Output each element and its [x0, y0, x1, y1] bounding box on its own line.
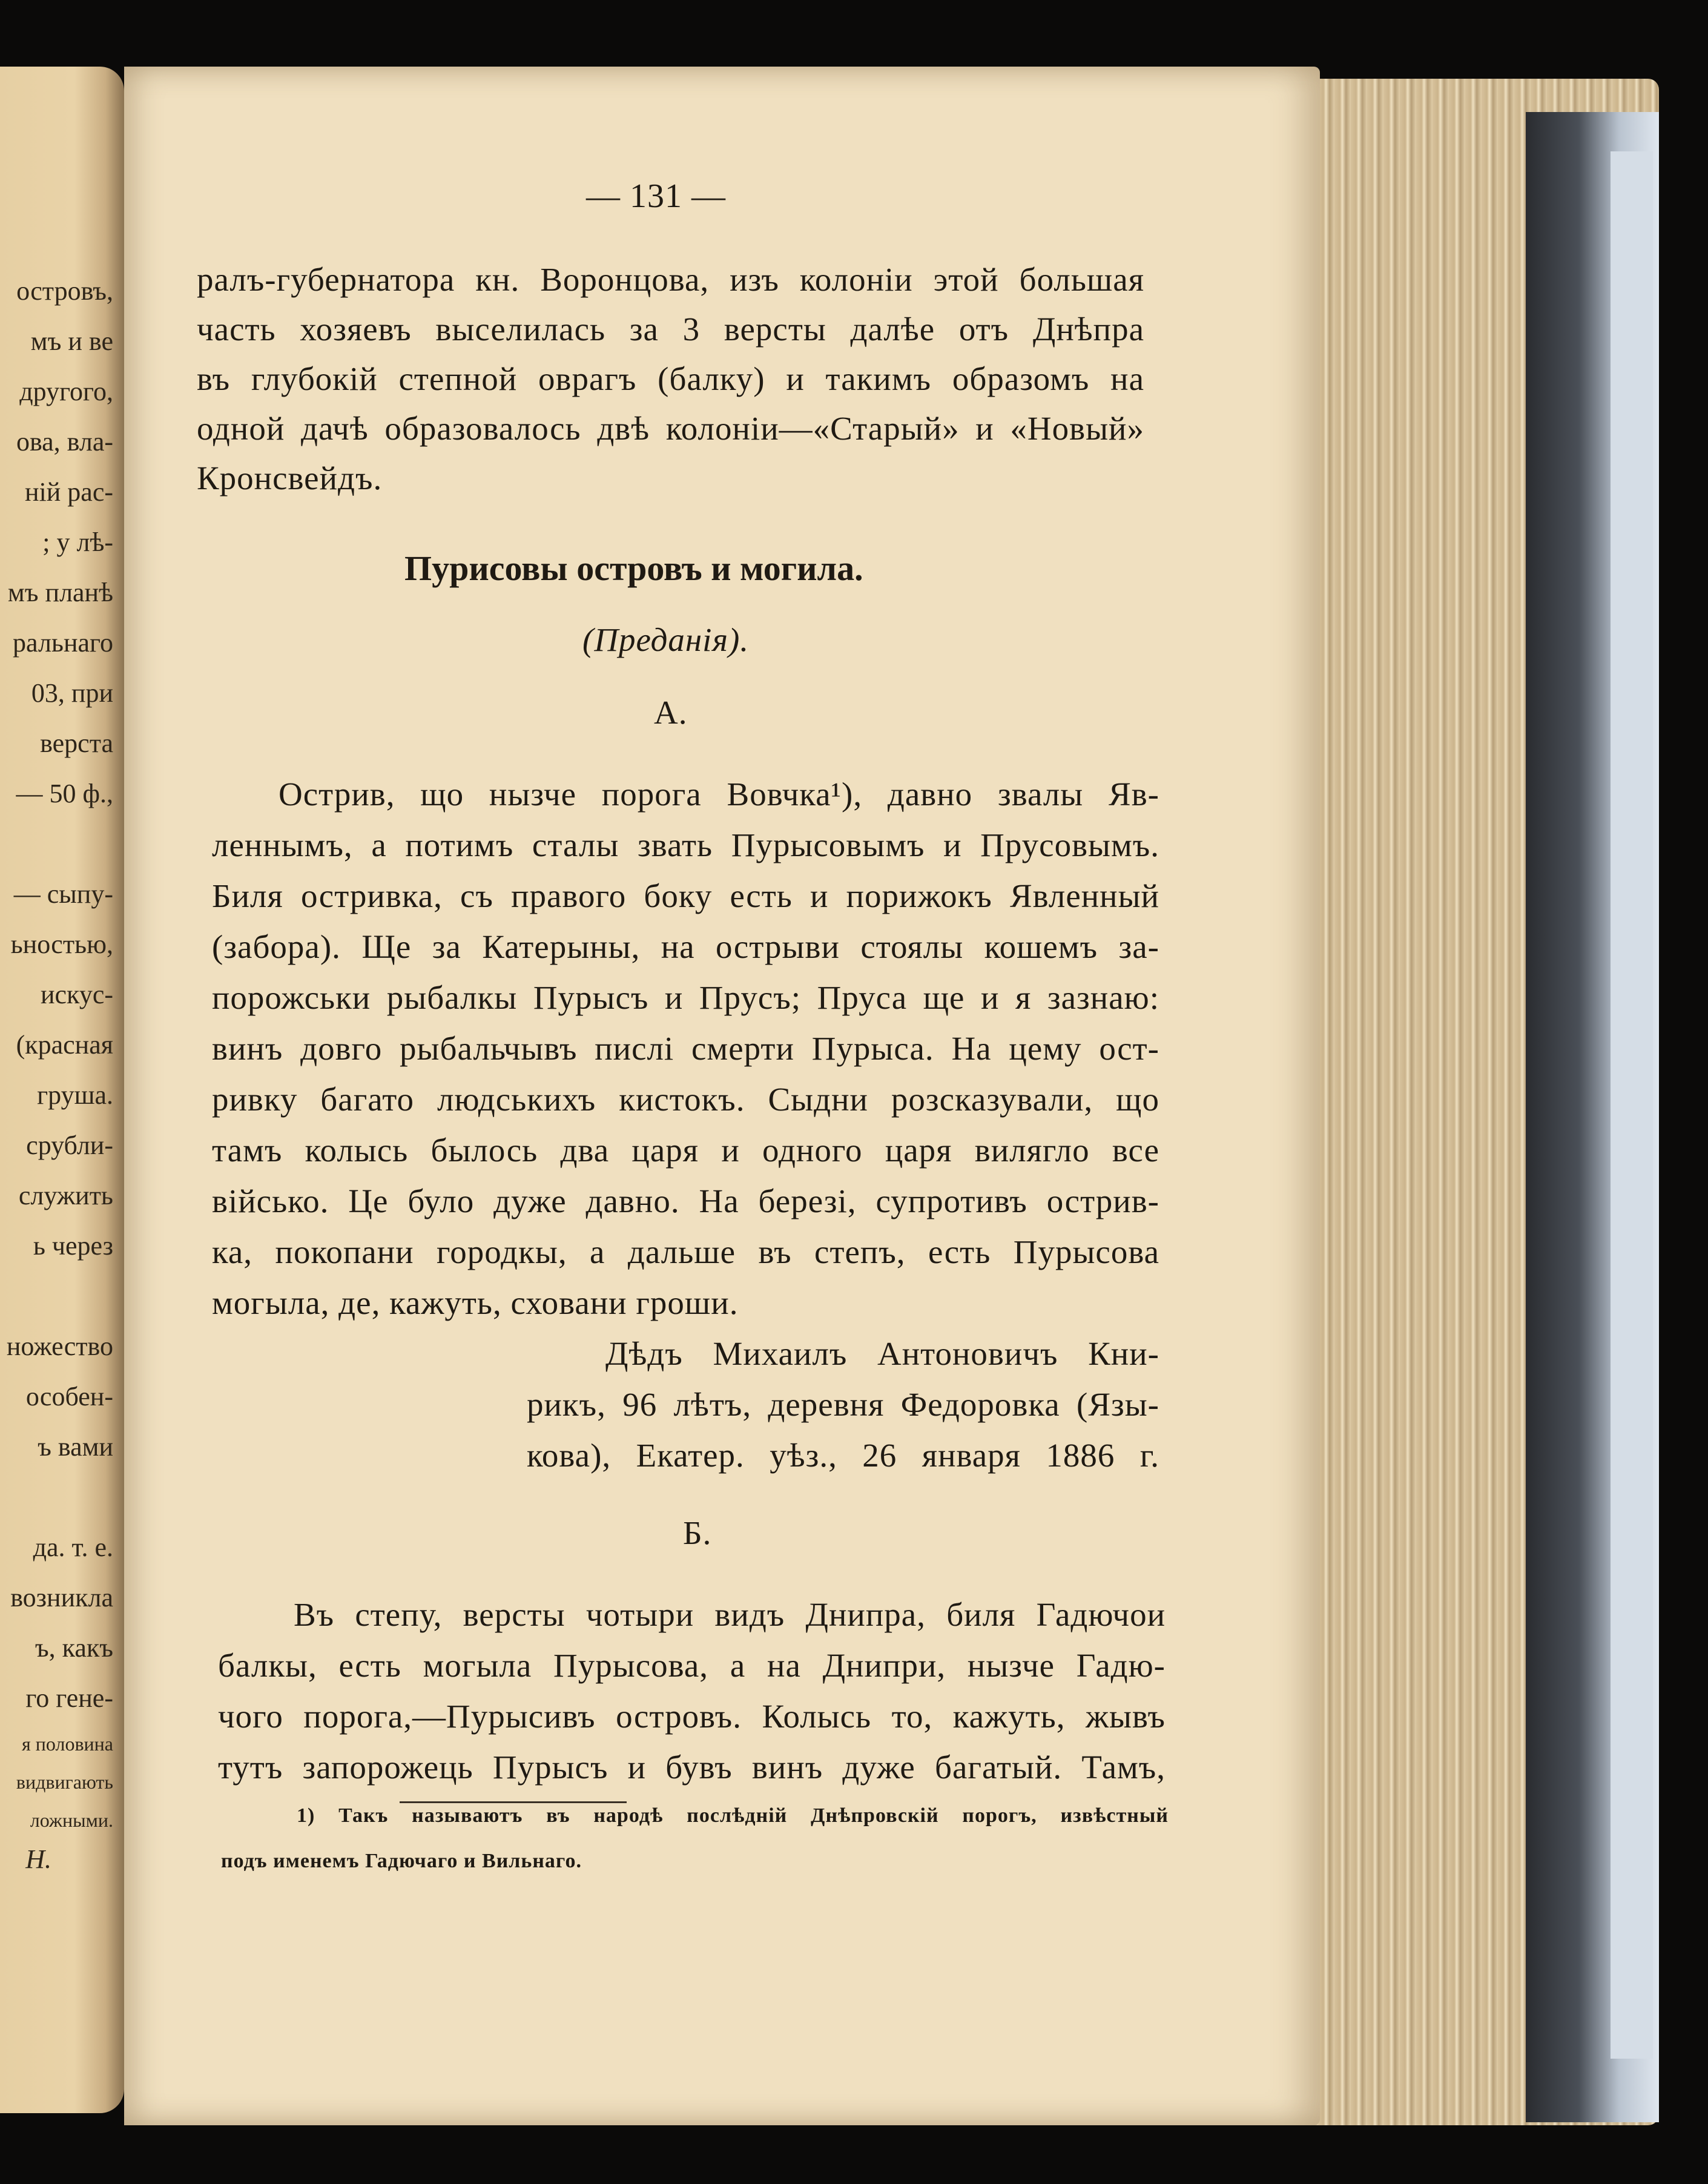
text-line: тутъ запорожець Пурысъ и бувъ винъ дуже багатый. Тамъ,	[218, 1749, 1166, 1786]
left-page-line: другого,	[19, 377, 113, 406]
text-line: ралъ-губернатора кн. Воронцова, изъ колоніи этой большая	[197, 261, 1144, 298]
left-page-line: — 50 ф.,	[16, 779, 113, 808]
text-line: тамъ колысь былось два царя и одного царя вилягло все	[212, 1132, 1159, 1169]
text-line: могыла, де, кажуть, сховани гроши.	[212, 1284, 739, 1321]
left-page-line: ьностью,	[10, 929, 113, 959]
text-line: Въ степу, версты чотыри видъ Днипра, биля Гадючои	[294, 1596, 1166, 1633]
left-page-line: служить	[18, 1181, 113, 1210]
left-page-line: искус-	[40, 980, 113, 1009]
left-page-line: 03, при	[31, 678, 113, 708]
footnote-line: 1) Такъ называютъ въ народѣ послѣдній Днѣпровскій порогъ, извѣстный	[297, 1804, 1169, 1827]
left-page-line: срубли-	[26, 1130, 113, 1160]
text-line: винъ довго рыбальчывъ пислі смерти Пурыса. На цему ост-	[212, 1030, 1159, 1067]
left-page-line: островъ,	[16, 276, 113, 306]
left-page-line: ральнаго	[13, 628, 113, 658]
text-line: часть хозяевъ выселилась за 3 версты далѣе отъ Днѣпра	[197, 311, 1144, 348]
text-line: Кронсвейдъ.	[197, 460, 383, 497]
left-page-line: верста	[40, 728, 113, 758]
section-letter: А.	[654, 694, 688, 731]
footnote-line: подъ именемъ Гадючаго и Вильнаго.	[221, 1850, 582, 1872]
section-letter: Б.	[683, 1514, 712, 1551]
left-page	[0, 67, 124, 2113]
left-page-line: ножество	[6, 1331, 113, 1361]
text-line: Биля остривка, съ правого боку есть и порижокъ Явленный	[212, 877, 1159, 914]
left-page-line: ній рас-	[24, 477, 113, 507]
text-line: балкы, есть могыла Пурысова, а на Днипри, нызче Гадю-	[218, 1647, 1166, 1684]
left-page-line: мъ планѣ	[7, 578, 113, 607]
left-page-line: да. т. е.	[33, 1532, 113, 1562]
page-number: — 131 —	[586, 177, 726, 215]
left-page-line: ъ вами	[38, 1432, 113, 1462]
left-page-line: ь через	[33, 1231, 113, 1261]
signature-line: рикъ, 96 лѣтъ, деревня Федоровка (Язы-	[527, 1386, 1159, 1423]
text-line: ка, покопани городкы, а дальше въ степъ, есть Пурысова	[212, 1233, 1159, 1270]
left-page-line: видвигають	[16, 1771, 113, 1793]
left-page-line: ъ, какъ	[35, 1633, 113, 1663]
left-page-line: (красная	[16, 1030, 113, 1060]
left-page-line: Н.	[25, 1844, 51, 1874]
left-page-line: ; у лѣ-	[42, 527, 113, 557]
left-page-line: ова, вла-	[16, 427, 113, 457]
text-line: чого порога,—Пурысивъ островъ. Колысь то, кажуть, жывъ	[218, 1698, 1166, 1735]
text-line: порожськи рыбалкы Пурысъ и Прусъ; Пруса ще и я зазнаю:	[212, 979, 1159, 1016]
text-line: Острив, що нызче порога Вовчка¹), давно звалы Яв-	[279, 776, 1159, 813]
text-line: (забора). Ще за Катерыны, на острыви стоялы кошемъ за-	[212, 928, 1159, 965]
footnote-rule	[400, 1801, 627, 1803]
text-line: ривку багато людськихъ кистокъ. Сыдни розсказували, що	[212, 1081, 1159, 1118]
left-page-line: особен-	[25, 1382, 113, 1411]
left-page-line: мъ и ве	[30, 326, 113, 356]
left-page-line: го гене-	[25, 1683, 113, 1713]
section-title: Пурисовы островъ и могила.	[404, 549, 863, 588]
text-line: військо. Це було дуже давно. На березі, супротивъ острив-	[212, 1183, 1159, 1219]
signature-line: кова), Екатер. уѣз., 26 января 1886 г.	[527, 1437, 1159, 1474]
section-subtitle: (Преданія).	[582, 621, 750, 658]
left-page-line: — сыпу-	[13, 879, 113, 909]
left-page-line: возникла	[10, 1583, 113, 1612]
left-page-line: груша.	[37, 1080, 113, 1110]
text-line: въ глубокій степной оврагъ (балку) и такимъ образомъ на	[197, 360, 1144, 397]
book-cover-edge	[1611, 151, 1653, 2059]
text-line: леннымъ, а потимъ сталы звать Пурысовымъ и Прусовымъ.	[212, 826, 1159, 863]
text-line: одной дачѣ образовалось двѣ колоніи—«Старый» и «Новый»	[197, 410, 1144, 447]
left-page-line: ложными.	[30, 1809, 113, 1831]
signature-line: Дѣдъ Михаилъ Антоновичъ Кни-	[605, 1335, 1159, 1372]
left-page-line: я половина	[22, 1733, 113, 1755]
